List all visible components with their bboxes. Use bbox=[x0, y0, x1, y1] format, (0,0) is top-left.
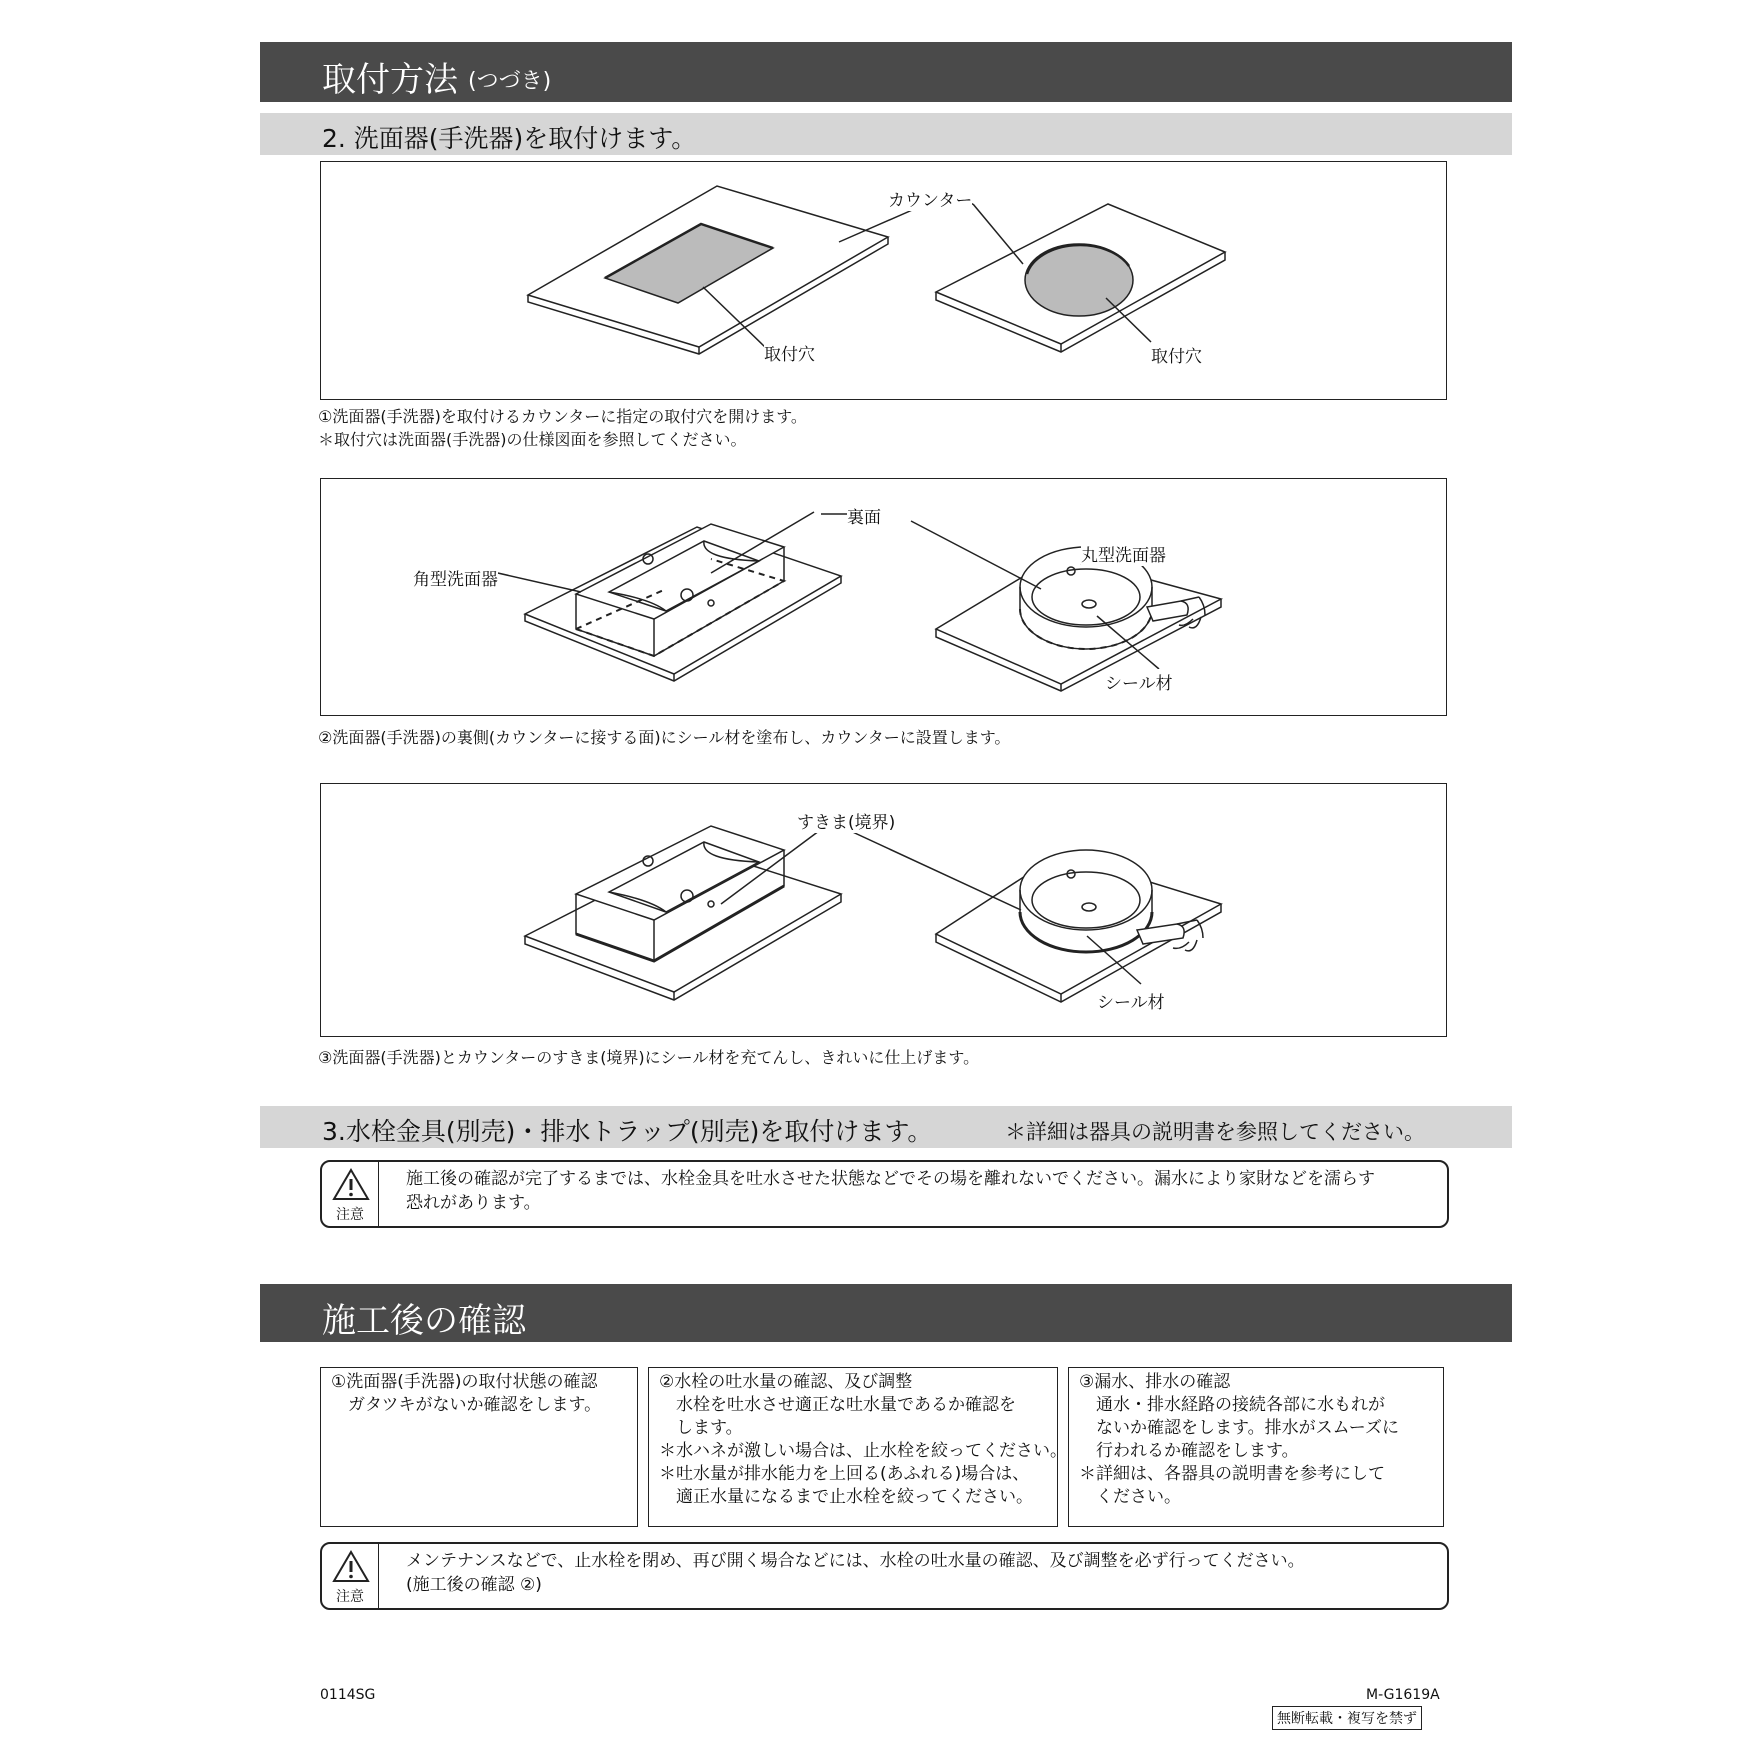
warning-triangle-icon bbox=[332, 1550, 370, 1584]
step3-bar bbox=[260, 1106, 1512, 1148]
check3-line: ＊詳細は、各器具の説明書を参考にして bbox=[1079, 1464, 1385, 1484]
check3-line: 行われるか確認をします。 bbox=[1079, 1441, 1299, 1461]
caution-text-1 bbox=[406, 1167, 1375, 1215]
label-gap: すきま(境界) bbox=[797, 808, 895, 833]
label-hole-right: 取付穴 bbox=[1151, 342, 1202, 367]
check2-line: します。 bbox=[659, 1418, 743, 1438]
check-heading-title: 施工後の確認 bbox=[322, 1301, 526, 1341]
check3-line: ないか確認をします。排水がスムーズに bbox=[1079, 1418, 1399, 1438]
caution2-line1: メンテナンスなどで、止水栓を閉め、再び開く場合などには、水栓の吐水量の確認、及び調整を必ず行ってください。 bbox=[406, 1551, 1305, 1571]
caution-box-2 bbox=[320, 1542, 1449, 1610]
label-square-basin: 角型洗面器 bbox=[413, 565, 498, 590]
check3-line: ③漏水、排水の確認 bbox=[1079, 1372, 1231, 1392]
install-heading-title: 取付方法 bbox=[322, 60, 458, 100]
label-counter: カウンター bbox=[888, 186, 972, 211]
caution-label: 注意 bbox=[336, 1207, 364, 1223]
check3-line: ください。 bbox=[1079, 1487, 1181, 1507]
label-hole-left: 取付穴 bbox=[764, 340, 815, 365]
check-heading-bar bbox=[260, 1284, 1512, 1342]
footer-stamp: 無断転載・複写を禁ず bbox=[1272, 1706, 1422, 1730]
check2-line: ＊吐水量が排水能力を上回る(あふれる)場合は、 bbox=[659, 1464, 1030, 1484]
check2-line: ＊水ハネが激しい場合は、止水栓を絞ってください。 bbox=[659, 1441, 1067, 1461]
figure-seal-fill bbox=[320, 783, 1447, 1037]
caution1-line2: 恐れがあります。 bbox=[406, 1193, 541, 1213]
check-box-2 bbox=[648, 1367, 1067, 1527]
figure-seal-apply bbox=[320, 478, 1447, 716]
figure-counter-holes bbox=[320, 161, 1447, 400]
fig1-note-1: ①洗面器(手洗器)を取付けるカウンターに指定の取付穴を開けます。 bbox=[318, 407, 807, 426]
caution-icon-cell bbox=[322, 1544, 379, 1608]
footer-left-code: 0114SG bbox=[320, 1687, 376, 1703]
install-heading-bar bbox=[260, 42, 1512, 102]
label-seal-material-2: シール材 bbox=[1097, 988, 1165, 1013]
caution-label: 注意 bbox=[336, 1589, 364, 1605]
seal-apply-drawing bbox=[321, 479, 1446, 715]
check2-line: 適正水量になるまで止水栓を絞ってください。 bbox=[659, 1487, 1033, 1507]
label-back-side: 裏面 bbox=[847, 503, 881, 528]
check-box-1 bbox=[320, 1367, 638, 1527]
check1-line: ガタツキがないか確認をします。 bbox=[331, 1395, 602, 1415]
label-round-basin: 丸型洗面器 bbox=[1081, 541, 1166, 566]
fig2-note: ②洗面器(手洗器)の裏側(カウンターに接する面)にシール材を塗布し、カウンターに設置します。 bbox=[318, 728, 1011, 747]
fig3-note: ③洗面器(手洗器)とカウンターのすきま(境界)にシール材を充てんし、きれいに仕上げます。 bbox=[318, 1048, 980, 1067]
caution2-line2: (施工後の確認 ②) bbox=[406, 1575, 542, 1595]
step2-title: 2. 洗面器(手洗器)を取付けます。 bbox=[322, 124, 697, 153]
caution-text-2 bbox=[406, 1549, 1305, 1597]
check2-line: ②水栓の吐水量の確認、及び調整 bbox=[659, 1372, 913, 1392]
caution-box-1 bbox=[320, 1160, 1449, 1228]
counter-holes-drawing bbox=[321, 162, 1446, 399]
check1-line: ①洗面器(手洗器)の取付状態の確認 bbox=[331, 1372, 598, 1392]
step3-remark: ＊詳細は器具の説明書を参照してください。 bbox=[1005, 1120, 1425, 1144]
fig1-note-2: ＊取付穴は洗面器(手洗器)の仕様図面を参照してください。 bbox=[318, 430, 747, 449]
step3-title: 3.水栓金具(別売)・排水トラップ(別売)を取付けます。 bbox=[322, 1117, 933, 1146]
check3-line: 通水・排水経路の接続各部に水もれが bbox=[1079, 1395, 1385, 1415]
label-seal-material: シール材 bbox=[1105, 669, 1173, 694]
footer-right-code: M-G1619A bbox=[1366, 1687, 1440, 1703]
check2-line: 水栓を吐水させ適正な吐水量であるか確認を bbox=[659, 1395, 1016, 1415]
check-box-3 bbox=[1068, 1367, 1444, 1527]
caution1-line1: 施工後の確認が完了するまでは、水栓金具を吐水させた状態などでその場を離れないでください。漏水により家財などを濡らす bbox=[406, 1169, 1375, 1189]
install-heading-sub: (つづき) bbox=[468, 69, 552, 94]
step2-bar bbox=[260, 113, 1512, 155]
warning-triangle-icon bbox=[332, 1168, 370, 1202]
caution-icon-cell bbox=[322, 1162, 379, 1226]
